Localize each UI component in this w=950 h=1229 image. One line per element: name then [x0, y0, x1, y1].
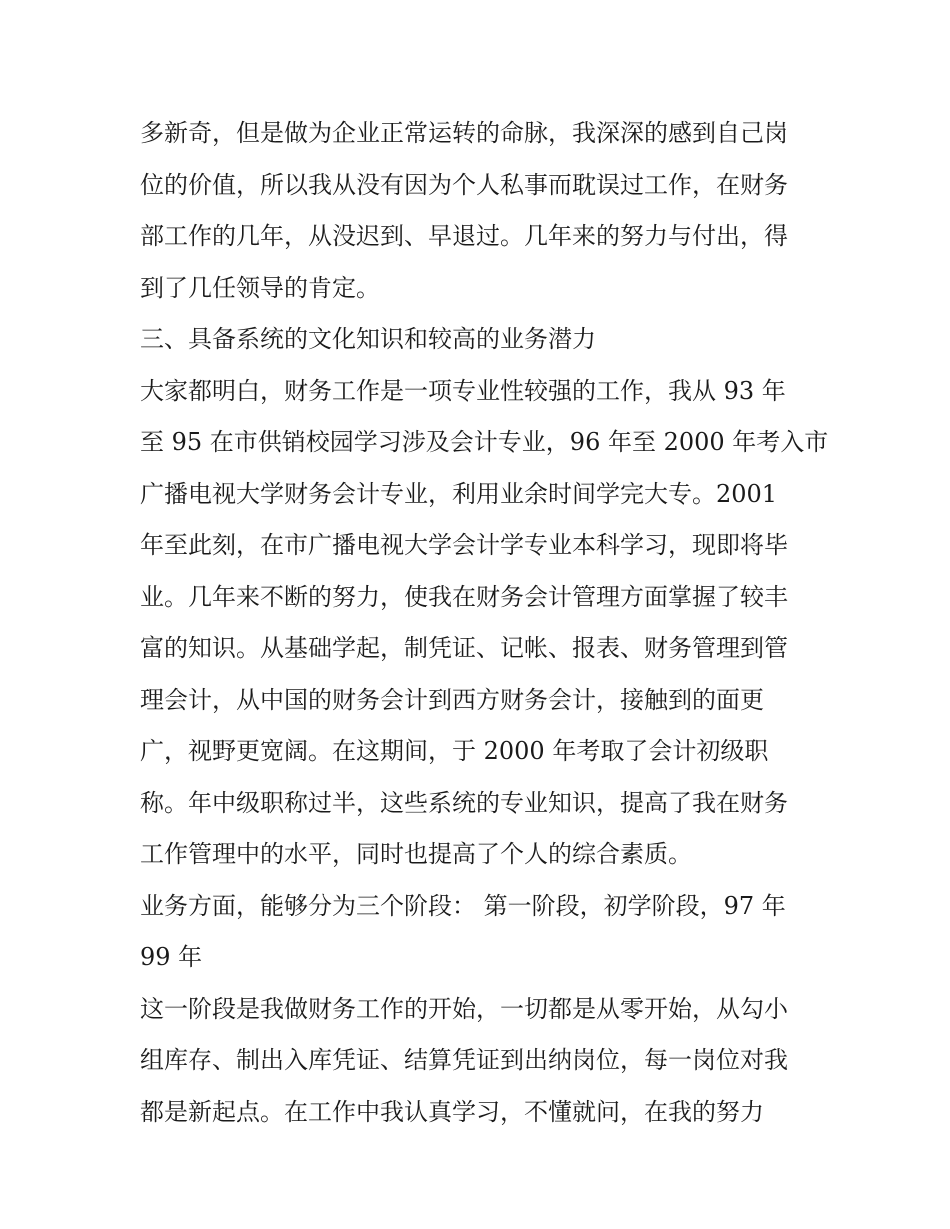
- document-body-text: [140, 108, 830, 1138]
- text-line: 工作管理中的水平，同时也提高了个人的综合素质。: [140, 840, 692, 868]
- text-line: 这一阶段是我做财务工作的开始，一切都是从零开始，从勾小: [140, 994, 788, 1023]
- text-line: 业。几年来不断的努力，使我在财务会计管理方面掌握了较丰: [140, 582, 788, 611]
- text-line: 到了几任领导的肯定。: [140, 273, 380, 302]
- text-line: 广，视野更宽阔。在这期间，于 2000 年考取了会计初级职: [140, 737, 769, 765]
- text-line: 位的价值，所以我从没有因为个人私事而耽误过工作，在财务: [140, 170, 788, 199]
- text-line: 至 95 在市供销校园学习涉及会计专业，96 年至 2000 年考入市: [140, 428, 829, 456]
- text-line: 年至此刻，在市广播电视大学会计学专业本科学习，现即将毕: [140, 531, 788, 559]
- text-line: 大家都明白，财务工作是一项专业性较强的工作，我从 93 年: [140, 376, 786, 405]
- text-line: 99 年: [140, 943, 203, 971]
- text-line: 部工作的几年，从没迟到、早退过。几年来的努力与付出，得: [140, 222, 788, 250]
- text-line: 组库存、制出入库凭证、结算凭证到出纳岗位，每一岗位对我: [140, 1046, 788, 1074]
- text-line: 称。年中级职称过半，这些系统的专业知识，提高了我在财务: [140, 788, 788, 817]
- text-line: 多新奇，但是做为企业正常运转的命脉，我深深的感到自己岗: [140, 119, 788, 147]
- text-line: 业务方面，能够分为三个阶段： 第一阶段，初学阶段，97 年: [140, 891, 786, 920]
- text-line: 富的知识。从基础学起，制凭证、记帐、报表、财务管理到管: [140, 634, 788, 662]
- text-line: 都是新起点。在工作中我认真学习，不懂就问，在我的努力: [140, 1097, 764, 1126]
- text-line: 理会计，从中国的财务会计到西方财务会计，接触到的面更: [140, 685, 764, 714]
- section-heading: 三、具备系统的文化知识和较高的业务潜力: [140, 325, 596, 353]
- text-line: 广播电视大学财务会计专业，利用业余时间学完大专。2001: [140, 479, 778, 508]
